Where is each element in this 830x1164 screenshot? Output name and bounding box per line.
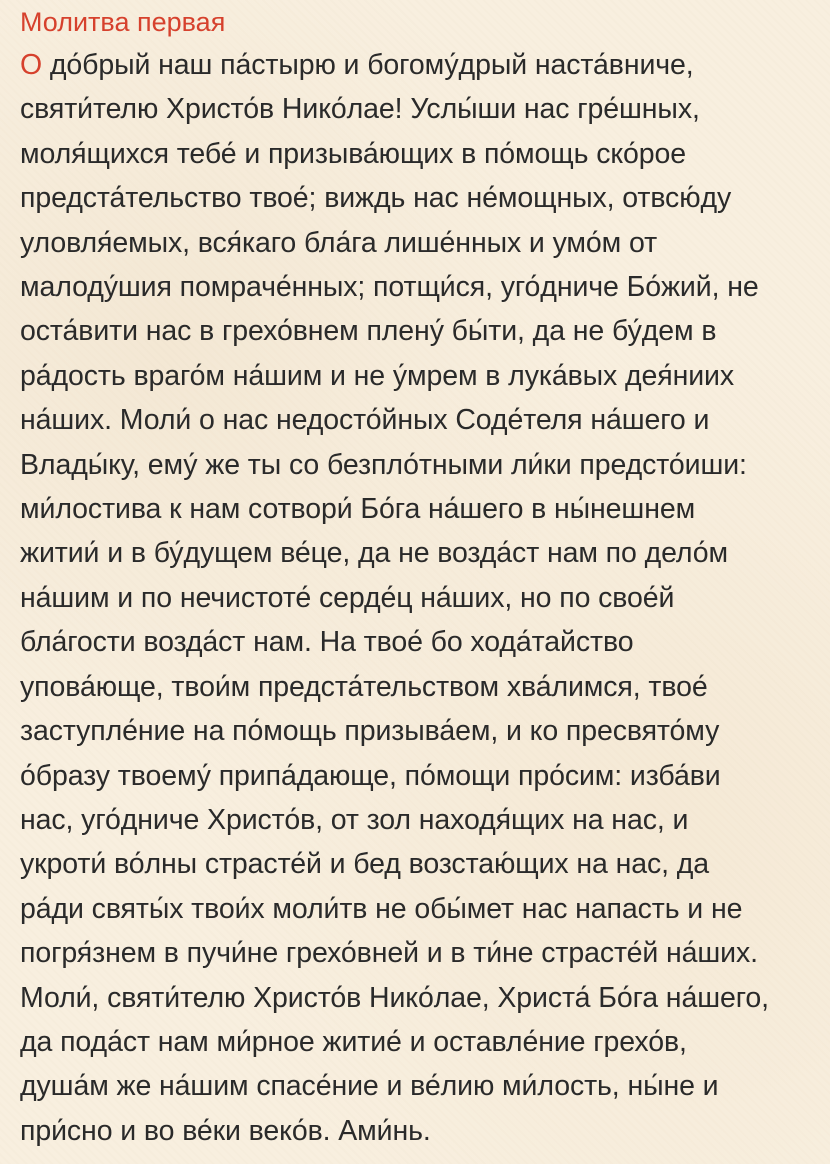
prayer-initial-letter: О [20, 49, 43, 81]
prayer-line [20, 43, 818, 87]
prayer-line: ра́ди святы́х твои́х моли́тв не обы́мет нас напасть и не [20, 892, 743, 925]
prayer-line: упова́юще, твои́м предста́тельством хва́лимся, твое́ [20, 670, 708, 703]
prayer-line: душа́м же на́шим спасе́ние и ве́лию ми́лость, ны́не и [20, 1070, 719, 1103]
prayer-line: Влады́ку, ему́ же ты со безпло́тными ли́ки предсто́иши: [20, 448, 747, 481]
prayer-line: ми́лостива к нам сотвори́ Бо́га на́шего в ны́нешнем [20, 493, 696, 526]
prayer-line: уловля́емых, вся́каго бла́га лише́нных и умо́м от [20, 226, 658, 259]
prayer-line: оста́вити нас в грехо́внем плену́ бы́ти, да не бу́дем в [20, 315, 717, 348]
prayer-line: малоду́шия помраче́нных; потщи́ся, уго́дниче Бо́жий, не [20, 271, 759, 304]
prayer-line: погря́знем в пучи́не грехо́вней и в ти́не страсте́й на́ших. [20, 937, 758, 970]
prayer-line: нас, уго́дниче Христо́в, от зол находя́щих на нас, и [20, 803, 689, 836]
prayer-title: Молитва первая [20, 7, 226, 37]
prayer-line: житии́ и в бу́дущем ве́це, да не возда́ст нам по дело́м [20, 537, 729, 570]
prayer-line: да пода́ст нам ми́рное житие́ и оставле́ние грехо́в, [20, 1025, 687, 1058]
prayer-text [20, 43, 818, 1153]
prayer-line: на́ших. Моли́ о нас недосто́йных Соде́теля на́шего и [20, 404, 710, 437]
prayer-line: укроти́ во́лны страсте́й и бед возстаю́щих на нас, да [20, 848, 710, 881]
prayer-line: ра́дость враго́м на́шим и не у́мрем в лука́вых дея́ниих [20, 359, 735, 392]
prayer-line-text: до́брый наш па́стырю и богому́дрый наста́вниче, [42, 49, 694, 81]
prayer-line: на́шим и по нечистоте́ серде́ц на́ших, но по свое́й [20, 581, 675, 614]
prayer-line: предста́тельство твое́; виждь нас не́мощных, отвсю́ду [20, 182, 732, 215]
prayer-line: моля́щихся тебе́ и призыва́ющих в по́мощь ско́рое [20, 137, 687, 170]
prayer-line: святи́телю Христо́в Нико́лае! Услы́ши нас гре́шных, [20, 93, 700, 126]
prayer-line: Моли́, святи́телю Христо́в Нико́лае, Христа́ Бо́га на́шего, [20, 981, 769, 1014]
prayer-line: заступле́ние на по́мощь призыва́ем, и ко пресвято́му [20, 715, 720, 748]
prayer-line: о́бразу твоему́ припа́дающе, по́мощи про́сим: изба́ви [20, 759, 721, 792]
prayer-line: бла́гости возда́ст нам. На твое́ бо хода́тайство [20, 626, 634, 659]
prayer-line: при́сно и во ве́ки веко́в. Ами́нь. [20, 1114, 431, 1147]
